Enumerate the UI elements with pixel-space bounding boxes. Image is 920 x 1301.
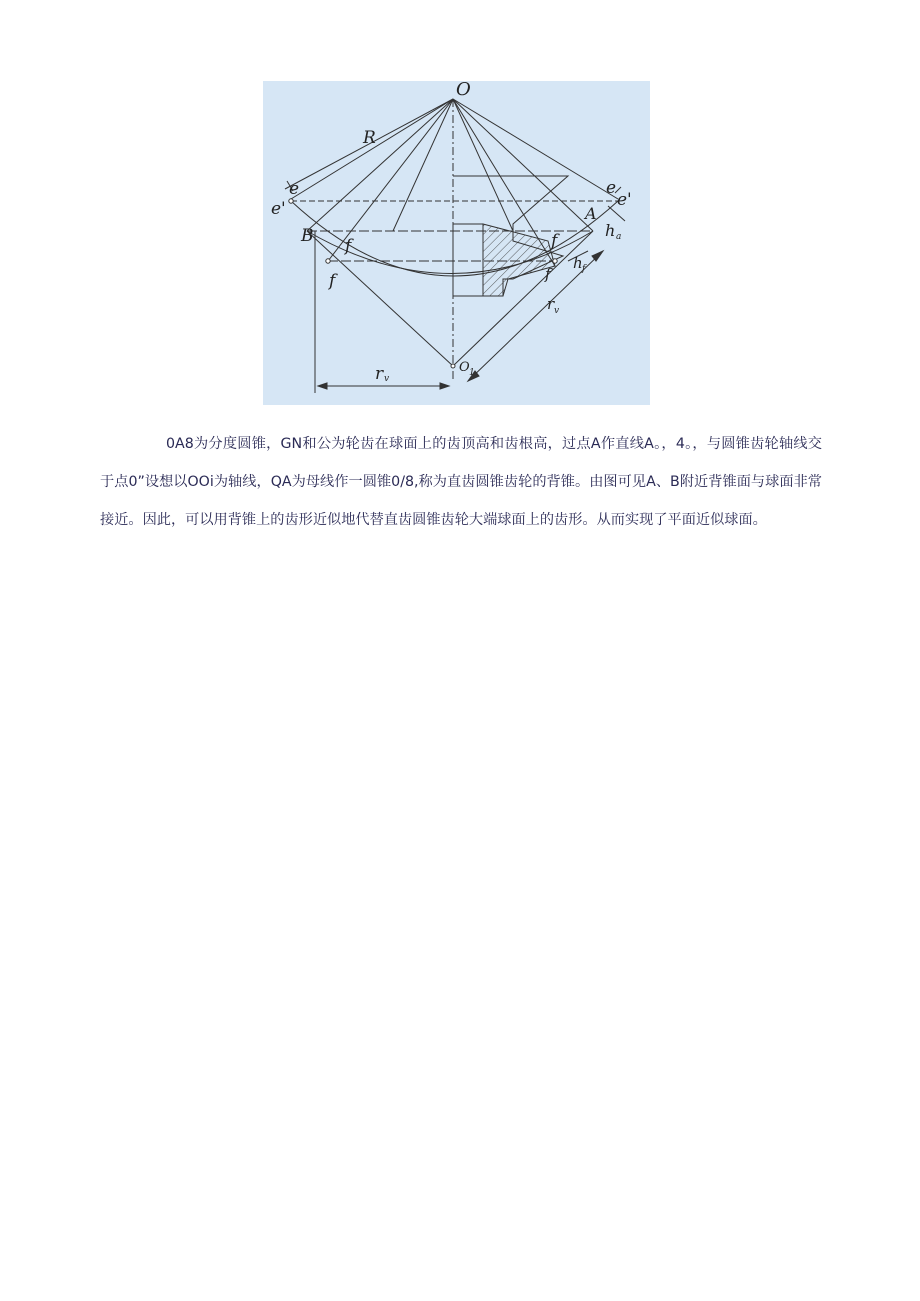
label-e-prime-left: e' (271, 199, 286, 219)
label-ha: h (605, 221, 616, 240)
point-O1 (451, 364, 455, 368)
label-e-right: e (606, 178, 617, 198)
label-hf-sub: f (582, 264, 586, 274)
bevel-gear-diagram (263, 81, 650, 405)
point-e-left (289, 199, 293, 203)
label-rv-bottom-sub: v (384, 374, 390, 384)
arrow-left (318, 383, 327, 389)
cone-inner-right (453, 99, 513, 231)
label-f-prime-right: f (545, 265, 551, 283)
diagram-svg (263, 81, 650, 405)
label-rv-right-sub: v (554, 306, 560, 316)
point-f-left (326, 259, 330, 263)
tooth-section (483, 224, 555, 296)
label-e-left: e (289, 179, 300, 199)
label-f-prime-left: f (329, 271, 336, 291)
label-rv-bottom: r (375, 364, 384, 384)
label-hf: h (573, 254, 583, 272)
label-f-right: f (551, 231, 558, 251)
label-e-prime-right: e' (617, 190, 632, 210)
label-B: B (301, 226, 314, 246)
label-A: A (585, 204, 597, 223)
label-f-left: f (345, 236, 352, 256)
point-f-right (553, 259, 557, 263)
label-O1: O (459, 360, 470, 375)
body-paragraph: 0A8为分度圆锥，GN和公为轮齿在球面上的齿顶高和齿根高，过点A作直线A。，4。，与圆锥齿轮轴线交于点0”设想以OOi为轴线，QA为母线作一圆锥0/8,称为直齿圆锥齿轮的背锥。由图可见A、B附近背锥面与球面非常接近。因此，可以用背锥上的齿形近似地代替直齿圆锥齿轮大端球面上的齿形。从而实现了平面近似球面。 (100, 436, 822, 528)
label-rv-right: r (547, 295, 555, 313)
label-ha-sub: a (616, 232, 622, 242)
label-O1-sub: 1 (469, 368, 475, 378)
cone-left-outer (291, 99, 453, 199)
arrow-right (440, 383, 449, 389)
back-cone-left (307, 231, 453, 366)
label-R: R (363, 128, 376, 148)
cone-right-outer (453, 99, 618, 199)
label-O: O (456, 81, 471, 100)
cone-right-pitch (453, 99, 593, 231)
gear-hub (453, 224, 483, 296)
sphere-arc (291, 201, 618, 276)
